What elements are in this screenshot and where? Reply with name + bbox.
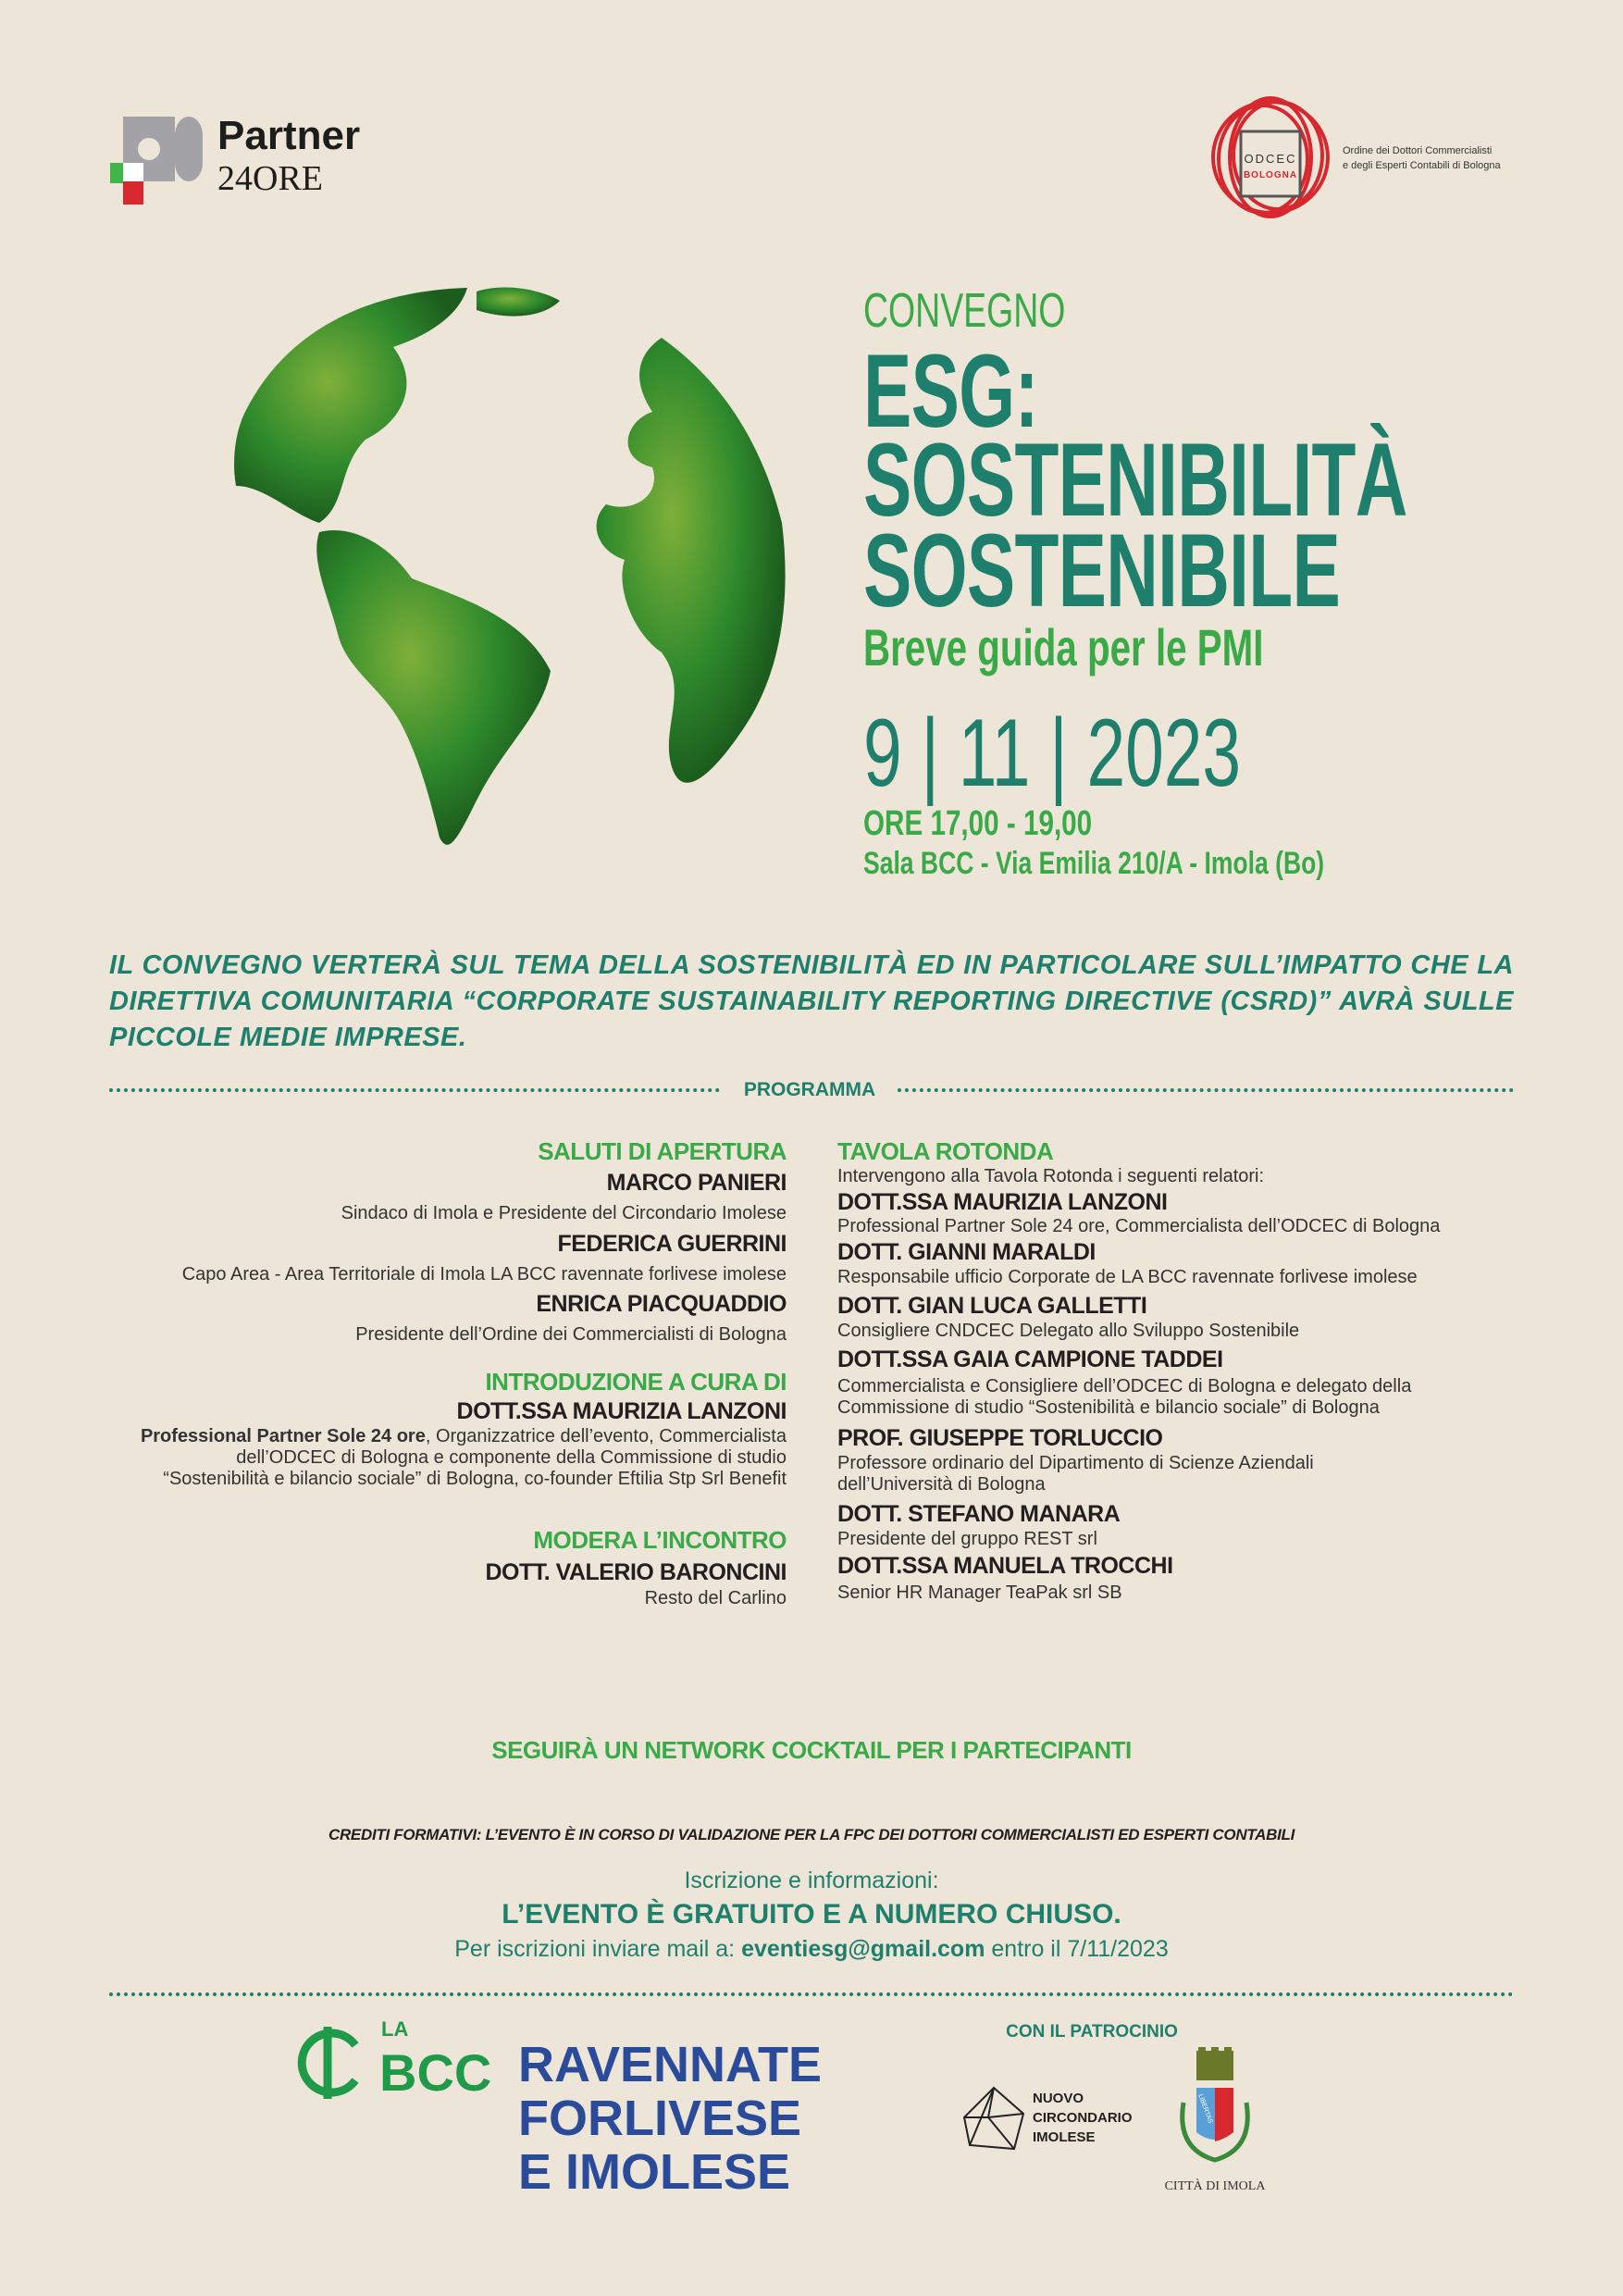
odcec-bologna-logo [1206,93,1520,222]
speaker-role: Resto del Carlino [644,1588,787,1608]
footer-divider [109,1992,1514,1996]
partner-24ore-logo [110,114,406,206]
tavola-heading: TAVOLA ROTONDA [837,1137,1054,1165]
odcec-badge-bottom: BOLOGNA [1243,170,1298,180]
panelist-name: DOTT. GIAN LUCA GALLETTI [837,1293,1147,1319]
panelist-role: Commercialista e Consigliere dell’ODCEC di Bologna e delegato della [837,1376,1412,1396]
title-line-1: ESG: [863,333,1038,449]
registration-heading: Iscrizione e informazioni: [684,1868,939,1893]
panelist-role: Responsabile ufficio Corporate de LA BCC ravennate forlivese imolese [837,1267,1418,1287]
bcc-la-label: LA [381,2017,409,2041]
bcc-name-line-2: FORLIVESE [518,2091,802,2146]
speaker-name: DOTT. VALERIO BARONCINI [485,1559,787,1585]
title-line-3: SOSTENIBILE [863,513,1341,628]
bcc-logo-mark-icon [291,2023,365,2103]
event-venue: Sala BCC - Via Emilia 210/A - Imola (Bo) [863,846,1325,881]
circondario-line-2: CIRCONDARIO [1033,2110,1133,2126]
bcc-wordmark: BCC [379,2043,492,2102]
speaker-role: Presidente dell’Ordine dei Commercialisti di Bologna [355,1324,787,1345]
panelist-role: Senior HR Manager TeaPak srl SB [837,1582,1122,1603]
panelist-role: Consigliere CNDCEC Delegato allo Sviluppo Sostenibile [837,1321,1300,1341]
panelist-name: DOTT. STEFANO MANARA [837,1501,1121,1527]
program-label: PROGRAMMA [743,1079,876,1100]
speaker-name: MARCO PANIERI [606,1170,787,1196]
speaker-role: “Sostenibilità e bilancio sociale” di Bologna, co-founder Eftilia Stp Srl Benefit [163,1469,787,1489]
odcec-badge-top: ODCEC [1244,152,1297,166]
speaker-role: Sindaco di Imola e Presidente del Circondario Imolese [341,1203,787,1223]
bcc-name-line-1: RAVENNATE [518,2037,823,2092]
intro-paragraph: IL CONVEGNO VERTERÀ SUL TEMA DELLA SOSTENIBILITÀ ED IN PARTICOLARE SULL’IMPATTO CHE LA DIRETTIVA COMUNITARIA “CORPORATE SUSTAINABILITY REPORTING DIRECTIVE (CSRD)” AVRÀ SULLE PICCOLE MEDIE IMPRESE. [109,950,1514,1052]
registration-free: L’EVENTO È GRATUITO E A NUMERO CHIUSO. [502,1899,1121,1930]
panelist-role: Commissione di studio “Sostenibilità e bilancio sociale” di Bologna [837,1397,1380,1418]
24ore-wordmark: 24ORE [217,159,323,198]
bcc-name-line-3: E IMOLESE [518,2144,791,2200]
imola-crest-motto: LIBERTAS [1196,2093,1214,2125]
introduzione-heading: INTRODUZIONE A CURA DI [485,1368,787,1396]
odcec-caption-2: e degli Esperti Contabili di Bologna [1343,160,1501,171]
circondario-line-1: NUOVO [1033,2091,1084,2106]
imola-caption: CITTÀ DI IMOLA [1164,2179,1266,2193]
saluti-heading: SALUTI DI APERTURA [538,1137,787,1165]
panelist-role: Presidente del gruppo REST srl [837,1529,1097,1549]
panelist-role: dell’Università di Bologna [837,1474,1046,1495]
panelist-name: DOTT.SSA GAIA CAMPIONE TADDEI [837,1347,1223,1372]
modera-heading: MODERA L’INCONTRO [533,1526,787,1554]
panelist-role: Professore ordinario del Dipartimento di Scienze Aziendali [837,1453,1314,1473]
speaker-name: FEDERICA GUERRINI [557,1231,787,1257]
speaker-name: ENRICA PIACQUADDIO [536,1291,787,1317]
speaker-role-bold: Professional Partner Sole 24 ore [140,1426,426,1446]
panelist-name: DOTT. GIANNI MARALDI [837,1239,1096,1265]
odcec-caption-1: Ordine dei Dottori Commercialisti [1343,145,1493,156]
panelist-role: Professional Partner Sole 24 ore, Commercialista dell’ODCEC di Bologna [837,1216,1441,1236]
event-time: ORE 17,00 - 19,00 [863,804,1093,843]
patronage-label: CON IL PATROCINIO [1006,2022,1178,2042]
tavola-lead: Intervengono alla Tavola Rotonda i seguenti relatori: [837,1166,1265,1186]
event-kicker: CONVEGNO [863,284,1066,338]
registration-email-link[interactable]: eventiesg@gmail.com [741,1936,985,1962]
mail-prefix: Per iscrizioni inviare mail a: [454,1936,742,1962]
green-globe-illustration [227,282,793,849]
circondario-line-3: IMOLESE [1033,2129,1096,2145]
event-date: 9 | 11 | 2023 [863,700,1242,807]
panelist-name: PROF. GIUSEPPE TORLUCCIO [837,1425,1163,1451]
speaker-name: DOTT.SSA MAURIZIA LANZONI [456,1398,787,1424]
panelist-name: DOTT.SSA MANUELA TROCCHI [837,1553,1173,1579]
registration-mail-line [0,1934,1623,1964]
speaker-role [141,1426,787,1447]
speaker-role: Capo Area - Area Territoriale di Imola LA BCC ravennate forlivese imolese [181,1264,787,1285]
cocktail-note: SEGUIRÀ UN NETWORK COCKTAIL PER I PARTECIPANTI [491,1736,1132,1764]
title-line-2: SOSTENIBILITÀ [863,422,1407,538]
credits-note: CREDITI FORMATIVI: L’EVENTO È IN CORSO DI VALIDAZIONE PER LA FPC DEI DOTTORI COMMERCIALISTI ED ESPERTI CONTABILI [328,1826,1295,1843]
mail-suffix: entro il 7/11/2023 [985,1936,1169,1962]
partner-wordmark: Partner [217,113,361,158]
speaker-role: dell’ODCEC di Bologna e componente della Commissione di studio [236,1447,787,1468]
program-divider-right [898,1088,1514,1092]
imola-crest-icon [1171,2047,1259,2177]
panelist-name: DOTT.SSA MAURIZIA LANZONI [837,1189,1168,1215]
partner-logo-mark-icon [110,114,203,206]
program-divider-left [109,1088,720,1092]
circondario-polyhedron-icon [962,2086,1025,2151]
speaker-role-text: , Organizzatrice dell’evento, Commercialista [425,1426,787,1446]
event-subtitle: Breve guida per le PMI [863,618,1264,676]
